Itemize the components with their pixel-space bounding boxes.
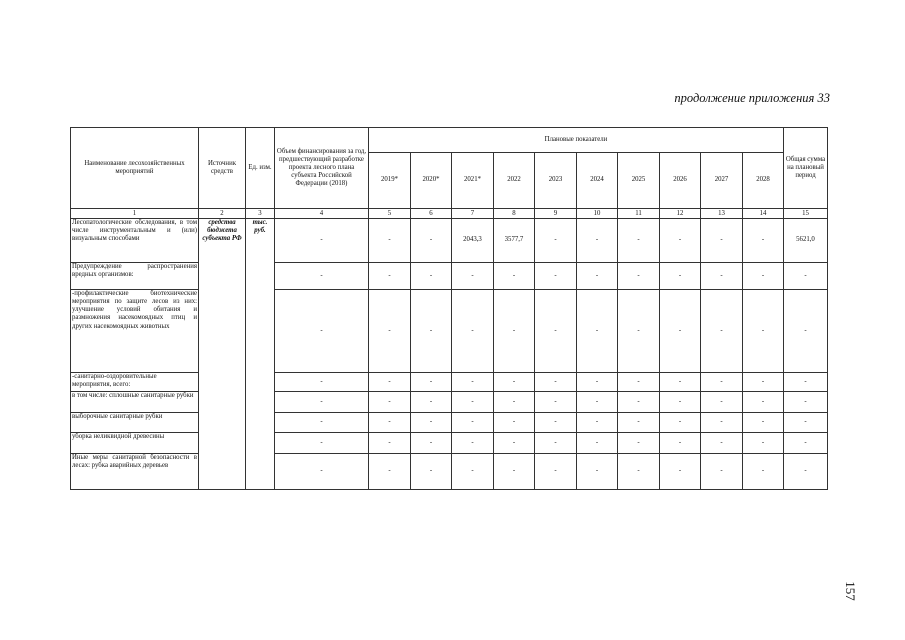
year-value: -: [411, 433, 452, 454]
year-value: -: [660, 433, 701, 454]
year-value: -: [743, 433, 784, 454]
year-value: -: [411, 263, 452, 290]
column-number: 8: [494, 209, 535, 219]
year-value: -: [494, 392, 535, 413]
year-value: -: [743, 373, 784, 392]
column-number: 11: [618, 209, 660, 219]
year-value: -: [535, 413, 577, 433]
activity-name: уборка неликвидной древесины: [71, 433, 199, 454]
header-year: 2023: [535, 153, 577, 209]
year-value: -: [660, 290, 701, 373]
year-value: -: [743, 290, 784, 373]
column-number: 14: [743, 209, 784, 219]
year-value: -: [411, 290, 452, 373]
year-value: -: [743, 454, 784, 490]
year-value: -: [411, 392, 452, 413]
activity-name: выборочные санитарные рубки: [71, 413, 199, 433]
year-value: -: [743, 392, 784, 413]
header-total: Общая сумма на плановый период: [784, 128, 828, 209]
year-value: -: [660, 392, 701, 413]
column-number: 2: [199, 209, 246, 219]
year-value: 2043,3: [452, 219, 494, 263]
header-name: Наименование лесохозяйственных мероприятий: [71, 128, 199, 209]
total-value: -: [784, 373, 828, 392]
activity-name: Предупреждение распространения вредных организмов:: [71, 263, 199, 290]
year-value: -: [701, 413, 743, 433]
year-value: -: [369, 454, 411, 490]
year-value: -: [494, 454, 535, 490]
year-value: -: [369, 290, 411, 373]
year-value: -: [577, 263, 618, 290]
activity-name: в том числе: сплошные санитарные рубки: [71, 392, 199, 413]
year-value: -: [535, 392, 577, 413]
column-number: 10: [577, 209, 618, 219]
column-number: 13: [701, 209, 743, 219]
header-volume: Объем финансирования за год, предшествующий разработке проекта лесного плана субъекта Российской Федерации (2018): [275, 128, 369, 209]
table-row: [71, 454, 828, 490]
year-value: -: [618, 433, 660, 454]
header-source: Источник средств: [199, 128, 246, 209]
total-value: -: [784, 454, 828, 490]
year-value: -: [618, 454, 660, 490]
year-value: -: [494, 413, 535, 433]
column-number-row: [71, 209, 828, 219]
year-value: -: [369, 373, 411, 392]
column-number: 6: [411, 209, 452, 219]
total-value: -: [784, 433, 828, 454]
volume-value: -: [275, 413, 369, 433]
year-value: -: [494, 433, 535, 454]
year-value: -: [369, 219, 411, 263]
year-value: -: [577, 290, 618, 373]
year-value: -: [701, 219, 743, 263]
year-value: -: [577, 454, 618, 490]
year-value: -: [660, 454, 701, 490]
column-number: 3: [246, 209, 275, 219]
year-value: -: [452, 263, 494, 290]
year-value: -: [577, 373, 618, 392]
header-year: 2027: [701, 153, 743, 209]
year-value: -: [452, 433, 494, 454]
table-row: [71, 373, 828, 392]
page-number: 157: [843, 581, 858, 601]
column-number: 9: [535, 209, 577, 219]
header-year: 2028: [743, 153, 784, 209]
column-number: 1: [71, 209, 199, 219]
year-value: -: [369, 413, 411, 433]
year-value: -: [411, 219, 452, 263]
year-value: -: [660, 373, 701, 392]
header-year: 2020*: [411, 153, 452, 209]
header-year: 2024: [577, 153, 618, 209]
activity-name: -профилактические биотехнические мероприятия по защите лесов из них: улучшение условий обитания и размножения насекомоядных птиц и других насекомоядных животных: [71, 290, 199, 373]
year-value: -: [411, 373, 452, 392]
volume-value: -: [275, 392, 369, 413]
table-row: [71, 290, 828, 373]
page-header: продолжение приложения 33: [674, 91, 830, 105]
column-number: 7: [452, 209, 494, 219]
year-value: -: [701, 373, 743, 392]
unit-of-measure: тыс. руб.: [246, 219, 275, 490]
volume-value: -: [275, 290, 369, 373]
year-value: -: [618, 413, 660, 433]
year-value: -: [452, 373, 494, 392]
year-value: -: [618, 392, 660, 413]
header-year: 2019*: [369, 153, 411, 209]
year-value: -: [618, 290, 660, 373]
year-value: -: [660, 219, 701, 263]
year-value: -: [577, 219, 618, 263]
total-value: -: [784, 392, 828, 413]
table-row: [71, 413, 828, 433]
year-value: -: [452, 454, 494, 490]
activity-name: Лесопатологические обследования, в том числе инструментальным и (или) визуальным способами: [71, 219, 199, 263]
year-value: -: [494, 263, 535, 290]
total-value: -: [784, 290, 828, 373]
year-value: -: [701, 290, 743, 373]
total-value: 5621,0: [784, 219, 828, 263]
year-value: -: [535, 219, 577, 263]
table-row: [71, 433, 828, 454]
total-value: -: [784, 413, 828, 433]
year-value: -: [701, 433, 743, 454]
year-value: -: [535, 433, 577, 454]
year-value: -: [743, 413, 784, 433]
header-year: 2026: [660, 153, 701, 209]
year-value: -: [577, 392, 618, 413]
year-value: -: [535, 263, 577, 290]
year-value: -: [535, 290, 577, 373]
year-value: -: [618, 373, 660, 392]
year-value: -: [701, 392, 743, 413]
header-unit: Ед. изм.: [246, 128, 275, 209]
total-value: -: [784, 263, 828, 290]
year-value: 3577,7: [494, 219, 535, 263]
year-value: -: [660, 413, 701, 433]
volume-value: -: [275, 433, 369, 454]
header-year: 2025: [618, 153, 660, 209]
activity-name: Иные меры санитарной безопасности в лесах: рубка аварийных деревьев: [71, 454, 199, 490]
year-value: -: [369, 433, 411, 454]
year-value: -: [743, 219, 784, 263]
volume-value: -: [275, 454, 369, 490]
year-value: -: [494, 373, 535, 392]
year-value: -: [618, 263, 660, 290]
header-year: 2021*: [452, 153, 494, 209]
year-value: -: [618, 219, 660, 263]
year-value: -: [577, 433, 618, 454]
funding-source: средства бюджета субъекта РФ: [199, 219, 246, 490]
activity-name: -санитарно-оздоровительные мероприятия, всего:: [71, 373, 199, 392]
volume-value: -: [275, 373, 369, 392]
year-value: -: [411, 413, 452, 433]
year-value: -: [452, 392, 494, 413]
year-value: -: [369, 263, 411, 290]
column-number: 15: [784, 209, 828, 219]
year-value: -: [535, 373, 577, 392]
year-value: -: [452, 413, 494, 433]
year-value: -: [577, 413, 618, 433]
year-value: -: [369, 392, 411, 413]
year-value: -: [743, 263, 784, 290]
year-value: -: [660, 263, 701, 290]
volume-value: -: [275, 263, 369, 290]
year-value: -: [494, 290, 535, 373]
year-value: -: [452, 290, 494, 373]
table-row: [71, 263, 828, 290]
year-value: -: [701, 454, 743, 490]
table-row: [71, 392, 828, 413]
header-year: 2022: [494, 153, 535, 209]
table-row: [71, 219, 828, 263]
year-value: -: [411, 454, 452, 490]
year-value: -: [701, 263, 743, 290]
column-number: 12: [660, 209, 701, 219]
column-number: 5: [369, 209, 411, 219]
column-number: 4: [275, 209, 369, 219]
planned-indicators-table: [70, 127, 828, 490]
year-value: -: [535, 454, 577, 490]
header-planned: Плановые показатели: [369, 128, 784, 153]
volume-value: -: [275, 219, 369, 263]
